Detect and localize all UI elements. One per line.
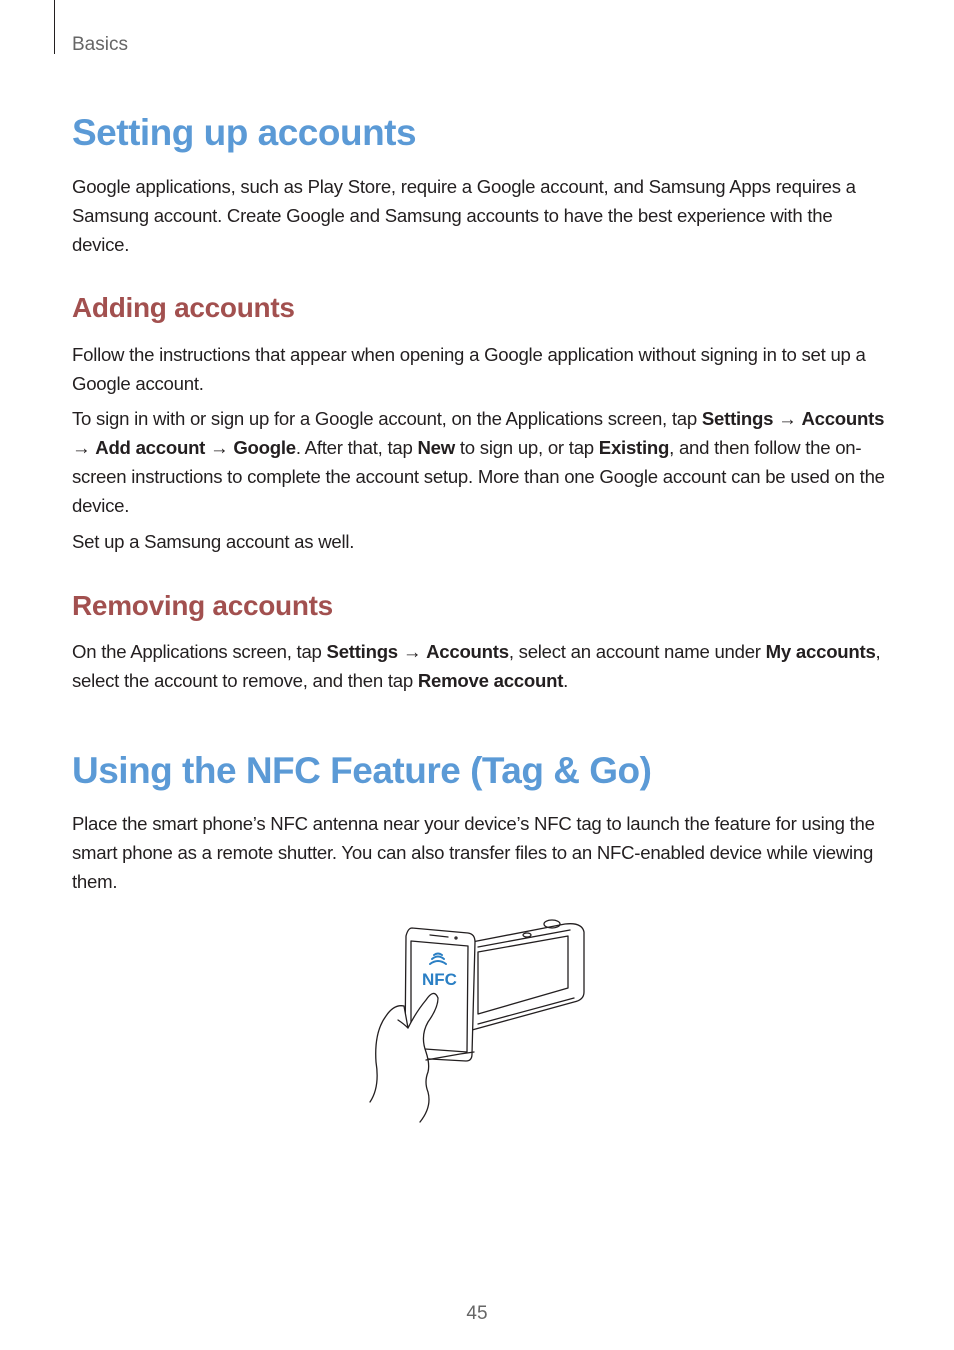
chapter-header: Basics [72, 34, 128, 55]
text-run: Place the smart phone’s NFC antenna near your device’s NFC tag to launch the feature for using the smart phone as a remote shutter. You can also transfer files to an NFC-enabled device while viewing them. [72, 813, 875, 892]
page-number: 45 [466, 1303, 488, 1324]
paragraph [72, 809, 887, 896]
text-run: Set up a Samsung account as well. [72, 531, 355, 552]
text-run: to sign up, or tap [454, 437, 599, 458]
text-run: , select an account name under [508, 641, 766, 662]
text-run: , and then follow the on-screen instructions to complete the account setup. More than one Google account can be used on the device. [72, 437, 885, 516]
text-run: → [72, 437, 96, 458]
text-run: → [773, 408, 802, 429]
text-run: Google applications, such as Play Store, require a Google account, and Samsung Apps requires a Samsung account. Create Google and Samsung accounts to have the best experience with the device. [72, 176, 856, 255]
ui-term: Add account [95, 437, 206, 458]
nfc-label: NFC [422, 970, 457, 989]
ui-term: Remove account [417, 670, 564, 691]
ui-term: My accounts [765, 641, 876, 662]
nfc-phone-camera-illustration [360, 912, 600, 1132]
ui-term: Accounts [801, 408, 885, 429]
paragraph [72, 404, 887, 520]
margin-rule [54, 0, 55, 54]
paragraph [72, 527, 887, 556]
text-run: Follow the instructions that appear when opening a Google application without signing in to set up a Google account. [72, 344, 866, 394]
ui-term: Settings [701, 408, 774, 429]
section-title-nfc-feature: Using the NFC Feature (Tag & Go) [72, 750, 652, 791]
subsection-title-adding-accounts: Adding accounts [72, 292, 295, 323]
section-title-setting-up-accounts: Setting up accounts [72, 112, 417, 153]
camera-icon [472, 920, 584, 1030]
ui-term: Accounts [426, 641, 509, 662]
paragraph [72, 637, 887, 695]
paragraph [72, 172, 887, 259]
subsection-title-removing-accounts: Removing accounts [72, 590, 333, 621]
text-run: . After that, tap [295, 437, 418, 458]
ui-term: Google [233, 437, 296, 458]
ui-term: Existing [598, 437, 670, 458]
text-run: , select the account to remove, and then tap [72, 641, 881, 691]
text-run: To sign in with or sign up for a Google account, on the Applications screen, tap [72, 408, 702, 429]
text-run: → [205, 437, 234, 458]
text-run: → [397, 641, 427, 662]
text-run: . [563, 670, 569, 691]
ui-term: New [417, 437, 455, 458]
ui-term: Settings [326, 641, 398, 662]
paragraph [72, 340, 887, 398]
text-run: On the Applications screen, tap [72, 641, 327, 662]
